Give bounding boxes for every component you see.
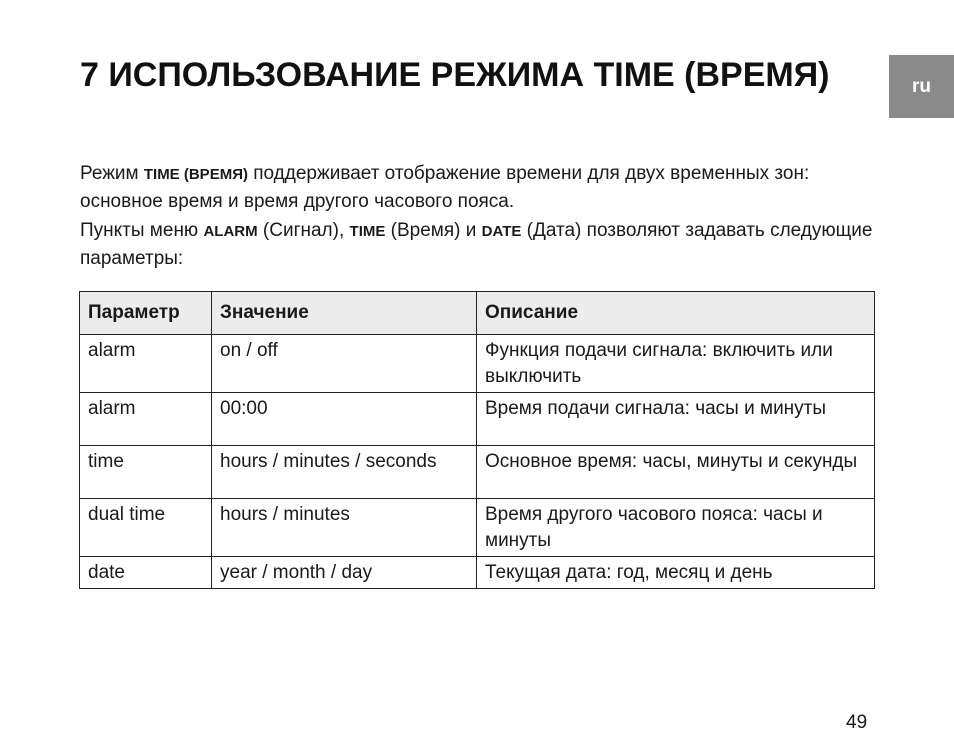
cell-value: on / off [212, 335, 477, 393]
intro-text: (Дата) позволяют задавать следующие параметры: [80, 220, 873, 269]
cell-parameter: time [80, 446, 212, 499]
table-row [80, 335, 875, 393]
menu-name-alarm: ALARM [203, 223, 258, 240]
intro-text: (Время) и [385, 220, 482, 241]
page-title: 7 ИСПОЛЬЗОВАНИЕ РЕЖИМА TIME (ВРЕМЯ) [80, 56, 830, 94]
table-header-row [80, 292, 875, 335]
intro-text: (Сигнал), [257, 220, 350, 241]
header-value: Значение [212, 292, 477, 335]
cell-parameter: date [80, 557, 212, 589]
header-description: Описание [477, 292, 875, 335]
cell-description: Время другого часового пояса: часы и минуты [477, 499, 875, 557]
table-row [80, 446, 875, 499]
header-parameter: Параметр [80, 292, 212, 335]
cell-parameter: dual time [80, 499, 212, 557]
table-row [80, 393, 875, 446]
cell-parameter: alarm [80, 335, 212, 393]
menu-name-time: TIME [349, 223, 386, 240]
intro-paragraph-1 [80, 160, 880, 215]
cell-value: hours / minutes [212, 499, 477, 557]
cell-description: Текущая дата: год, месяц и день [477, 557, 875, 589]
cell-description: Основное время: часы, минуты и секунды [477, 446, 875, 499]
cell-value: year / month / day [212, 557, 477, 589]
table-row [80, 557, 875, 589]
cell-value: 00:00 [212, 393, 477, 446]
menu-name-date: DATE [481, 223, 522, 240]
parameters-table [79, 291, 875, 589]
page-number: 49 [846, 712, 868, 733]
cell-parameter: alarm [80, 393, 212, 446]
table-row [80, 499, 875, 557]
intro-paragraph-2 [80, 217, 880, 272]
language-tab-label: ru [912, 75, 931, 97]
intro-text: поддерживает отображение времени для двух временных зон: основное время и время другого часового пояса. [80, 163, 810, 212]
intro-text: Режим [80, 163, 144, 184]
cell-description: Функция подачи сигнала: включить или выключить [477, 335, 875, 393]
language-tab [889, 55, 954, 118]
cell-value: hours / minutes / seconds [212, 446, 477, 499]
intro-text: Пункты меню [80, 220, 204, 241]
mode-name-time: TIME (ВРЕМЯ) [143, 166, 248, 183]
cell-description: Время подачи сигнала: часы и минуты [477, 393, 875, 446]
